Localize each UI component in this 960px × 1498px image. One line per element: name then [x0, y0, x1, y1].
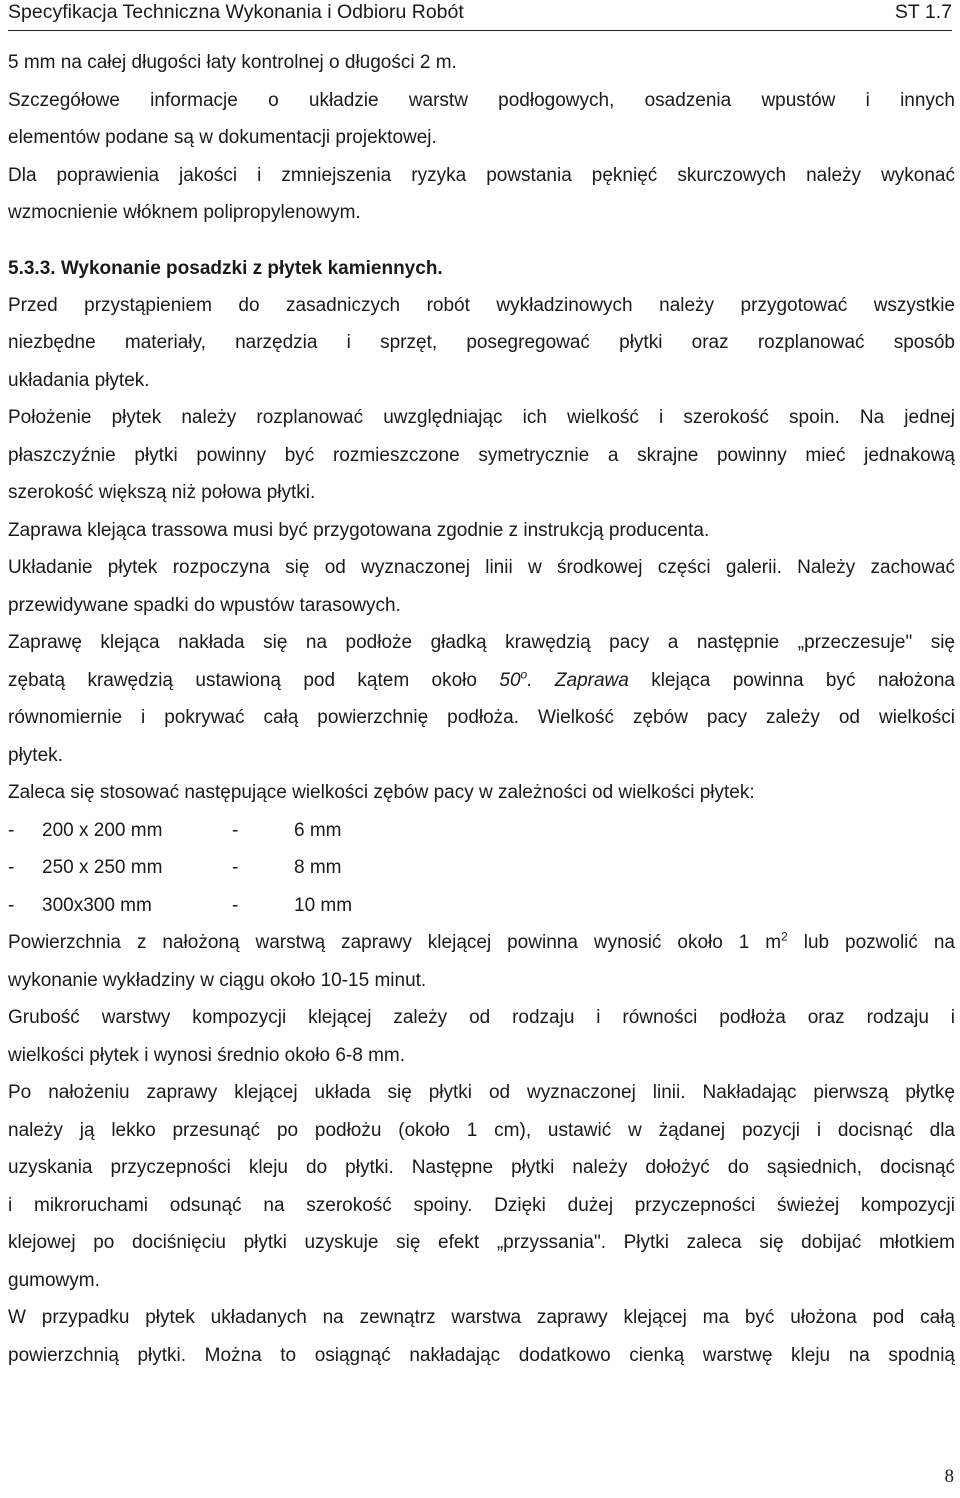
text-run: .	[527, 669, 555, 691]
degree-mark: o	[520, 667, 528, 682]
paragraph-line: niezbędne materiały, narzędzia i sprzęt, posegregować płytki oraz rozplanować sposób	[8, 332, 955, 353]
list-separator: -	[232, 819, 239, 841]
angle-value	[499, 667, 629, 691]
paragraph-line: i mikroruchami odsunąć na szerokość spoiny. Dzięki dużej przyczepności świeżej kompozycji	[8, 1194, 955, 1216]
paragraph-line: wielkości płytek i wynosi średnio około 6-8 mm.	[8, 1044, 406, 1066]
list-separator: -	[232, 857, 239, 878]
superscript: 2	[781, 929, 788, 944]
paragraph-line: Układanie płytek rozpoczyna się od wyznaczonej linii w środkowej części galerii. Należy zachować	[8, 557, 955, 578]
text-run: Powierzchnia z nałożoną warstwą zaprawy klejącej powinna wynosić około 1 m	[8, 932, 782, 953]
paragraph-line: Położenie płytek należy rozplanować uwzględniając ich wielkość i szerokość spoin. Na jednej	[8, 407, 955, 428]
paragraph-line	[8, 924, 955, 962]
paragraph-line: wzmocnienie włóknem polipropylenowym.	[8, 202, 361, 223]
tooth-size: 8 mm	[294, 857, 342, 878]
tile-size: 200 x 200 mm	[42, 819, 163, 841]
paragraph-line: 5 mm na całej długości łaty kontrolnej o długości 2 m.	[8, 52, 457, 73]
paragraph-line: Szczegółowe informacje o układzie warstw podłogowych, osadzenia wpustów i innych	[8, 89, 955, 111]
paragraph-line: W przypadku płytek układanych na zewnątrz warstwa zaprawy klejącej ma być ułożona pod całą	[8, 1307, 955, 1328]
tooth-size-list	[8, 812, 955, 925]
paragraph-line: równomiernie i pokrywać całą powierzchnię podłoża. Wielkość zębów pacy zależy od wielkości	[8, 707, 955, 728]
tooth-size: 6 mm	[294, 819, 342, 841]
paragraph-line: klejowej po dociśnięciu płytki uzyskuje się efekt „przyssania". Płytki zaleca się dobijać młotkiem	[8, 1232, 955, 1253]
paragraph-line: Dla poprawienia jakości i zmniejszenia ryzyka powstania pęknięć skurczowych należy wykonać	[8, 164, 955, 186]
italic-word: Zaprawa	[554, 669, 629, 691]
paragraph-line: wykonanie wykładziny w ciągu około 10-15 minut.	[8, 969, 427, 991]
list-separator: -	[232, 894, 239, 916]
paragraph-line	[8, 662, 955, 700]
list-dash: -	[8, 819, 15, 841]
paragraph-line: układania płytek.	[8, 369, 150, 391]
angle-number: 50	[499, 669, 521, 691]
paragraph-line: szerokość większą niż połowa płytki.	[8, 482, 316, 503]
list-item	[8, 812, 955, 850]
page-number: 8	[944, 1466, 954, 1487]
paragraph-line: elementów podane są w dokumentacji projektowej.	[8, 127, 437, 148]
paragraph-line: gumowym.	[8, 1269, 100, 1291]
spec-code: ST 1.7	[894, 1, 952, 23]
paragraph-line: Przed przystąpieniem do zasadniczych robót wykładzinowych należy przygotować wszystkie	[8, 294, 955, 316]
list-item	[8, 887, 955, 925]
paragraph-line: należy ją lekko przesunąć po podłożu (około 1 cm), ustawić w żądanej pozycji i docisnąć dla	[8, 1119, 955, 1141]
paragraph-line: Zaleca się stosować następujące wielkości zębów pacy w zależności od wielkości płytek:	[8, 782, 755, 803]
text-run: zębatą krawędzią ustawioną pod kątem około	[8, 669, 500, 691]
page-header	[8, 0, 952, 31]
list-item	[8, 849, 955, 887]
section-heading: 5.3.3. Wykonanie posadzki z płytek kamiennych.	[8, 257, 443, 279]
paragraph-line: Zaprawę klejąca nakłada się na podłoże gładką krawędzią pacy a następnie „przeczesuje" się	[8, 632, 955, 653]
tile-size: 300x300 mm	[42, 894, 152, 916]
text-run: klejąca powinna być nałożona	[628, 669, 955, 691]
paragraph-line: płaszczyźnie płytki powinny być rozmieszczone symetrycznie a skrajne powinny mieć jednakową	[8, 444, 955, 466]
document-title: Specyfikacja Techniczna Wykonania i Odbioru Robót	[8, 1, 464, 23]
paragraph-line: płytek.	[8, 744, 63, 766]
paragraph-line: Grubość warstwy kompozycji klejącej zależy od rodzaju i równości podłoża oraz rodzaju i	[8, 1007, 955, 1028]
text-run: lub pozwolić na	[787, 932, 955, 953]
paragraph-line: przewidywane spadki do wpustów tarasowych.	[8, 594, 401, 616]
tile-size: 250 x 250 mm	[42, 857, 163, 878]
list-dash: -	[8, 857, 15, 878]
paragraph-line: Po nałożeniu zaprawy klejącej układa się płytki od wyznaczonej linii. Nakładając pierwszą płytkę	[8, 1082, 955, 1103]
document-body	[8, 44, 955, 1374]
tooth-size: 10 mm	[294, 894, 353, 916]
list-dash: -	[8, 894, 15, 916]
paragraph-line: Zaprawa klejąca trassowa musi być przygotowana zgodnie z instrukcją producenta.	[8, 519, 710, 541]
paragraph-line: powierzchnią płytki. Można to osiągnąć nakładając dodatkowo cienką warstwę kleju na spodnią	[8, 1344, 955, 1366]
paragraph-line: uzyskania przyczepności kleju do płytki. Następne płytki należy dołożyć do sąsiednich, docisnąć	[8, 1157, 955, 1178]
